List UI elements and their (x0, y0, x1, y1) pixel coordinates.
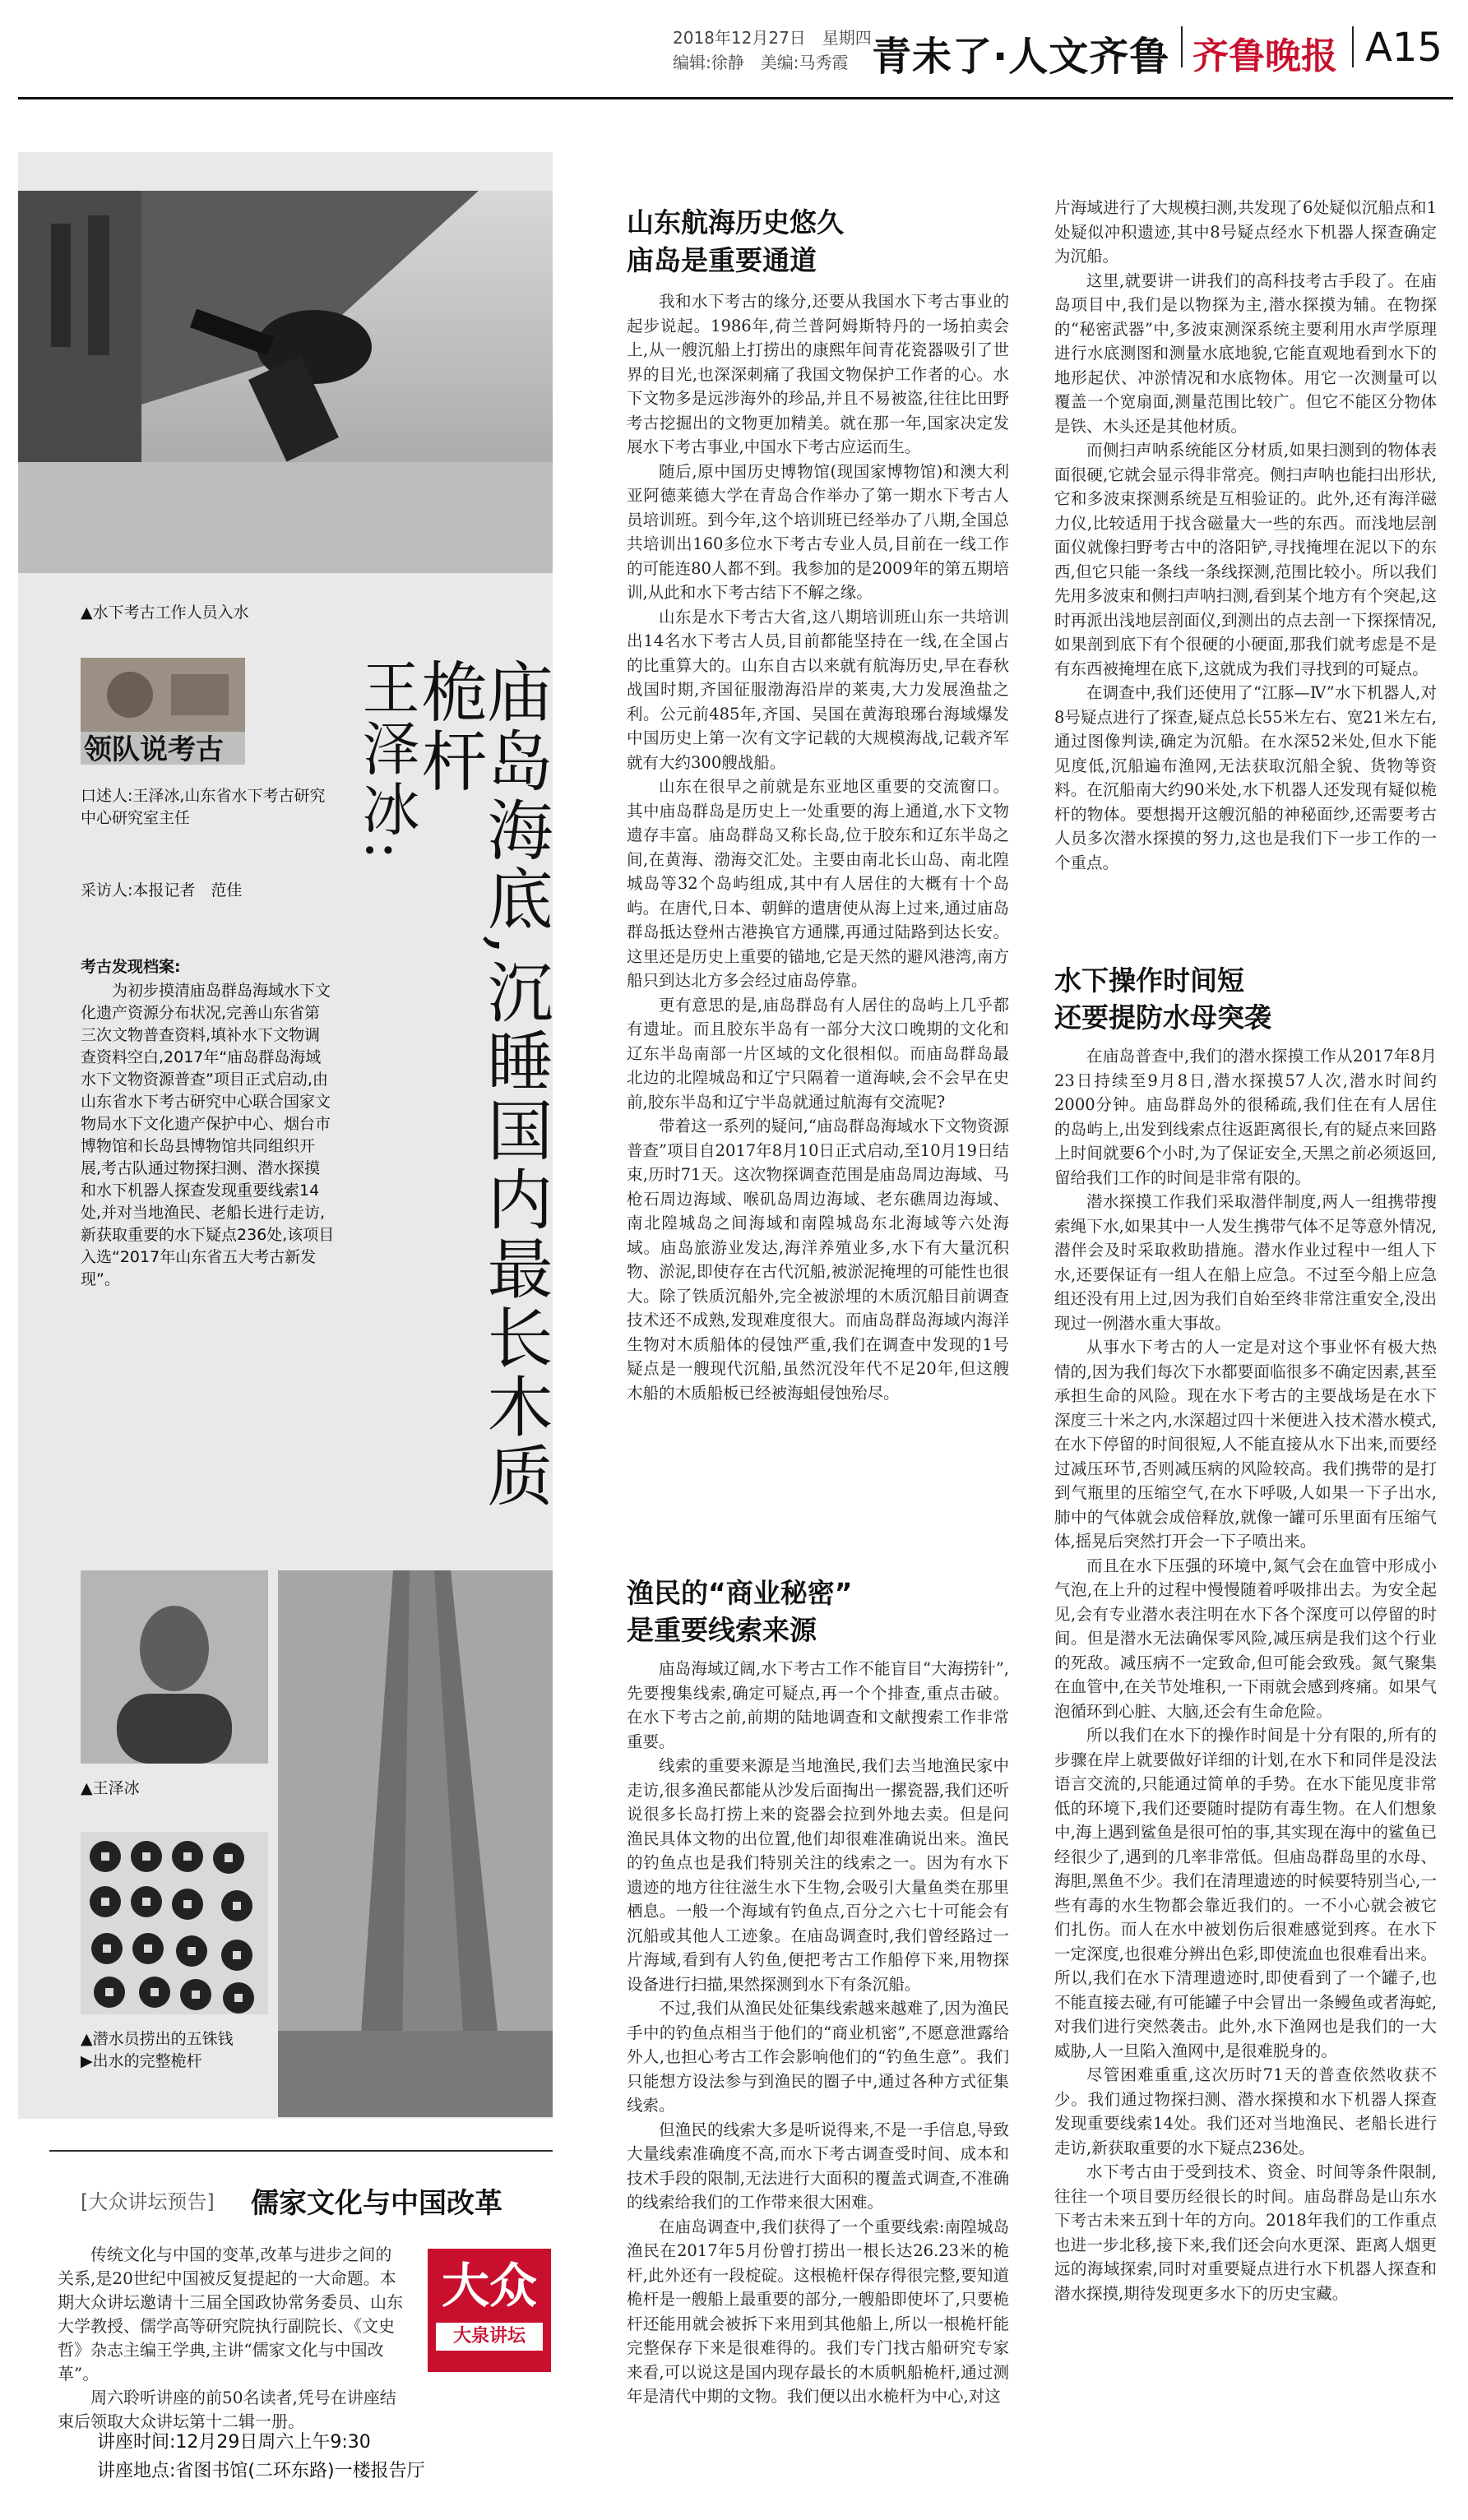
col1-subhead-2b: 是重要线索来源 (627, 1614, 817, 1646)
paragraph: 潜水探摸工作我们采取潜伴制度,两人一组携带搜索绳下水,如果其中一人发生携带气体不足等意外情况,潜伴会及时采取救助措施。潜水作业过程中一组人下水,还要保证有一组人在船上应急。不过至今船上应急组还没有用上过,因为我们自始至终非常注重安全,没出现过一例潜水重大事故。 (1054, 1192, 1437, 1333)
header-divider (1181, 26, 1183, 67)
headline-byline: 王泽冰: (353, 658, 420, 863)
lecture-tag: [大众讲坛预告] (81, 2190, 215, 2213)
column-logo-image (81, 658, 245, 765)
paragraph: 随后,原中国历史博物馆(现国家博物馆)和澳大利亚阿德莱德大学在青岛合作举办了第一期水下考古人员培训班。到今年,这个培训班已经举办了八期,全国总共培训出160多位水下考古专业人员,目前在一线工作的可能连80人都不到。我参加的是2009年的第五期培训,从此和水下考古结下不解之缘。 (627, 461, 1009, 602)
lecture-title: 儒家文化与中国改革 (251, 2187, 502, 2220)
logo-mark: 大众 (441, 2258, 537, 2314)
photo-caption: ▲水下考古工作人员入水 (81, 603, 249, 622)
col1-text-block-2 (627, 1657, 1009, 2409)
newspaper-logo: 齐鲁晚报 (1192, 35, 1337, 77)
col1-text-block-1 (627, 289, 1009, 1405)
paragraph: 周六聆听讲座的前50名读者,凭号在讲座结束后领取大众讲坛第十二辑一册。 (58, 2388, 396, 2431)
archive-body: 为初步摸清庙岛群岛海域水下文化遗产资源分布状况,完善山东省第三次文物普查资料,填补水下文物调查资料空白,2017年“庙岛群岛海域水下文物资源普查”项目正式启动,由山东省水下考古研究中心联合国家文物局水下文化遗产保护中心、烟台市博物馆和长岛县博物馆共同组织开展,考古队通过物探扫测、潜水探摸和水下机器人探查发现重要线索14处,并对当地渔民、老船长进行走访,新获取重要的水下疑点236处,该项目入选“2017年山东省五大考古新发现”。 (81, 982, 335, 1288)
interviewer-info: 采访人:本报记者 范佳 (81, 881, 243, 899)
paragraph: 但渔民的线索大多是听说得来,不是一手信息,导致大量线索准确度不高,而水下考古调查受时间、成本和技术手段的限制,无法进行大面积的覆盖式调查,不准确的线索给我们的工作带来很大困难。 (627, 2120, 1009, 2212)
main-headline: 庙岛海底,沉睡国内最长木质桅杆 (410, 658, 553, 1511)
paragraph: 水下考古由于受到技术、资金、时间等条件限制,往往一个项目要历经很长的时间。庙岛群岛是山东水下考古未来五到十年的方向。2018年我们的工作重点也进一步北移,接下来,我们还会向水更深、距离人烟更远的海域探索,同时对重要疑点进行水下机器人探查和潜水探摸,期待发现更多水下的历史宝藏。 (1054, 2162, 1437, 2303)
paragraph: 不过,我们从渔民处征集线索越来越难了,因为渔民手中的钓鱼点相当于他们的“商业机密”,不愿意泄露给外人,也担心考古工作会影响他们的“钓鱼生意”。我们只能想方设法参与到渔民的圈子中,通过各种方式征集线索。 (627, 1999, 1009, 2115)
col1-subhead-1a: 山东航海历史悠久 (627, 206, 844, 238)
diver-entering-water-photo (18, 191, 553, 573)
paragraph: 而且在水下压强的环境中,氮气会在血管中形成小气泡,在上升的过程中慢慢随着呼吸排出去。为安全起见,会有专业潜水表注明在水下各个深度可以停留的时间。但是潜水无法确保零风险,减压病是我们这个行业的死敌。减压病不一定致命,但可能会致残。氮气聚集在血管中,在关节处堆积,一下雨就会感到疼痛。如果气泡循环到心脏、大脑,还会有生命危险。 (1054, 1556, 1437, 1721)
wang-zebing-portrait (81, 1570, 268, 1764)
wuzhu-coins-photo (81, 1832, 268, 2014)
paragraph: 这里,就要讲一讲我们的高科技考古手段了。在庙岛项目中,我们是以物探为主,潜水探摸为辅。在物探的“秘密武器”中,多波束测深系统主要利用水声学原理进行水底测图和测量水底地貌,它能直观地看到水下的地形起伏、冲淤情况和水底物体。用它一次测量可以覆盖一个宽扇面,测量范围比较广。但它不能区分物体是铁、木头还是其他材质。 (1054, 270, 1437, 436)
logo-caption: 大泉讲坛 (436, 2323, 543, 2351)
col2-text-block-1 (1054, 196, 1437, 875)
narrator-info: 口述人:王泽冰,山东省水下考古研究中心研究室主任 (81, 787, 326, 827)
portrait-caption: ▲王泽冰 (81, 1779, 140, 1797)
paragraph: 从事水下考古的人一定是对这个事业怀有极大热情的,因为我们每次下水都要面临很多不确定因素,甚至承担生命的风险。现在水下考古的主要战场是在水下深度三十米之内,水深超过四十米便进入技术潜水模式,在水下停留的时间很短,人不能直接从水下出来,而要经过减压环节,否则减压病的风险较高。我们携带的是打到气瓶里的压缩空气,在水下呼吸,人如果一下子出水,肺中的气体就会成倍释放,就像一罐可乐里面有压缩气体,摇晃后突然打开会一下子喷出来。 (1054, 1338, 1437, 1551)
header-rule (18, 97, 1453, 99)
paragraph: 所以我们在水下的操作时间是十分有限的,所有的步骤在岸上就要做好详细的计划,在水下和同伴是没法语言交流的,只能通过简单的手势。在水下能见度非常低的环境下,我们还要随时提防有毒生物。在人们想象中,海上遇到鲨鱼是很可怕的事,其实现在海中的鲨鱼已经很少了,遇到的几率非常低。但庙岛群岛里的水母、海胆,黑鱼不少。我们在清理遗迹的时候要特别当心,一些有毒的水生物都会靠近我们的。一不小心就会被它们扎伤。而人在水中被划伤后很难感觉到疼。在水下一定深度,也很难分辨出色彩,即使流血也很难看出来。所以,我们在水下清理遗迹时,即使看到了一个罐子,也不能直接去碰,有可能罐子中会冒出一条鳗鱼或者海蛇,对我们进行突然袭击。此外,水下渔网也是我们的一大威胁,人一旦陷入渔网中,是很难脱身的。 (1054, 1726, 1437, 2060)
col2-subhead-1b: 还要提防水母突袭 (1054, 1001, 1271, 1033)
section-title: 青未了·人文齐鲁 (872, 34, 1170, 80)
editors-line: 编辑:徐静 美编:马秀霞 (673, 53, 849, 72)
paragraph: 山东在很早之前就是东亚地区重要的交流窗口。其中庙岛群岛是历史上一处重要的海上通道,水下文物遗存丰富。庙岛群岛又称长岛,位于胶东和辽东半岛之间,在黄海、渤海交汇处。主要由南北长山岛、南北隍城岛等32个岛屿组成,其中有人居住的大概有十个岛屿。在唐代,日本、朝鲜的遣唐使从海上过来,通过庙岛群岛抵达登州古港换官方通牒,再通过陆路到达长安。这里还是历史上重要的锚地,它是天然的避风港湾,南方船只到达北方多会经过庙岛停靠。 (627, 777, 1009, 990)
paragraph: 尽管困难重重,这次历时71天的普查依然收获不少。我们通过物探扫测、潜水探摸和水下机器人探查发现重要线索14处。我们还对当地渔民、老船长进行走访,新获取重要的水下疑点236处。 (1054, 2065, 1437, 2157)
col2-text-block-2 (1054, 1044, 1437, 2305)
column-logo-text: 领队说考古 (84, 733, 224, 766)
paragraph: 而侧扫声呐系统能区分材质,如果扫测到的物体表面很硬,它就会显示得非常亮。侧扫声呐也能扫出形状,它和多波束探测系统是互相验证的。此外,还有海洋磁力仪,比较适用于找含磁量大一些的东西。而浅地层剖面仪就像扫野考古中的洛阳铲,寻找掩埋在泥以下的东西,但它只能一条线一条线探测,范围比较小。所以我们先用多波束和侧扫声呐扫测,看到某个地方有个突起,这时再派出浅地层剖面仪,到测出的点去剖一下探探情况,如果剖到底下有个很硬的小硬面,那我们就考虑是不是有东西被掩埋在底下,这就成为我们寻找到的可疑点。 (1054, 441, 1437, 678)
dazhong-forum-logo (428, 2249, 551, 2372)
header-divider (1352, 26, 1354, 67)
lecture-rule (49, 2150, 553, 2152)
paragraph: 片海域进行了大规模扫测,共发现了6处疑似沉船点和1处疑似冲积遗迹,其中8号疑点经水下机器人探查确定为沉船。 (1054, 198, 1437, 266)
issue-date: 2018年12月27日 星期四 (673, 28, 872, 48)
paragraph: 在庙岛普查中,我们的潜水探摸工作从2017年8月23日持续至9月8日,潜水探摸57人次,潜水时间约2000分钟。庙岛群岛外的很稀疏,我们住在有人居住的岛屿上,出发到线索点往返距离很长,有的疑点来回路上时间就要6个小时,为了保证安全,天黑之前必须返回,留给我们工作的时间是非常有限的。 (1054, 1047, 1437, 1187)
paragraph: 带着这一系列的疑问,“庙岛群岛海域水下文物资源普查”项目自2017年8月10日正式启动,至10月19日结束,历时71天。这次物探调查范围是庙岛周边海域、马枪石周边海域、喉矶岛周边海域、老东礁周边海域、南北隍城岛之间海域和南隍城岛东北海域等六处海域。庙岛旅游业发达,海洋养殖业多,水下有大量沉积物、淤泥,即使存在古代沉船,被淤泥掩埋的可能性也很大。除了铁质沉船外,完全被淤埋的木质沉船目前调查技术还不成熟,发现难度很大。而庙岛群岛海域内海洋生物对木质船体的侵蚀严重,我们在调查中发现的1号疑点是一艘现代沉船,虽然沉没年代不足20年,但这艘木船的木质船板已经被海蛆侵蚀殆尽。 (627, 1117, 1009, 1403)
archive-title: 考古发现档案: (81, 958, 181, 976)
lecture-body (58, 2243, 403, 2434)
paragraph: 线索的重要来源是当地渔民,我们去当地渔民家中走访,很多渔民都能从沙发后面掏出一摞瓷器,我们还听说很多长岛打捞上来的瓷器会拉到外地去卖。但是问渔民具体文物的出位置,他们却很难准确说出来。渔民的钓鱼点也是我们特别关注的线索之一。因为有水下遗迹的地方往往滋生水下生物,会吸引大量鱼类在那里栖息。一般一个海域有钓鱼点,百分之六七十可能会有沉船或其他人工迹象。在庙岛调查时,我们曾经路过一片海域,看到有人钓鱼,便把考古工作船停下来,用物探设备进行扫描,果然探测到水下有条沉船。 (627, 1756, 1009, 1994)
coins-caption: ▲潜水员捞出的五铢钱 (81, 2030, 234, 2048)
lecture-time: 讲座时间:12月29日周六上午9:30 (97, 2432, 371, 2453)
paragraph: 庙岛海域辽阔,水下考古工作不能盲目“大海捞针”,先要搜集线索,确定可疑点,再一个个排查,重点击破。在水下考古之前,前期的陆地调查和文献搜索工作非常重要。 (627, 1659, 1009, 1751)
paragraph: 我和水下考古的缘分,还要从我国水下考古事业的起步说起。1986年,荷兰普阿姆斯特丹的一场拍卖会上,从一艘沉船上打捞出的康熙年间青花瓷器吸引了世界的目光,也深深刺痛了我国文物保护工作者的心。水下文物多是远涉海外的珍品,并且不易被盗,往往比田野考古挖掘出的文物更加精美。就在那一年,国家决定发展水下考古事业,中国水下考古应运而生。 (627, 292, 1009, 456)
page-number: A15 (1365, 25, 1443, 71)
col1-subhead-1b: 庙岛是重要通道 (627, 244, 817, 276)
paragraph: 更有意思的是,庙岛群岛有人居住的岛屿上几乎都有遗址。而且胶东半岛有一部分大汶口晚期的文化和辽东半岛南部一片区域的文化很相似。而庙岛群岛最北边的北隍城岛和辽宁只隔着一道海峡,会不会早在史前,胶东半岛和辽宁半岛就通过航海有交流呢? (627, 995, 1009, 1112)
paragraph: 传统文化与中国的变革,改革与进步之间的关系,是20世纪中国被反复提起的一大命题。本期大众讲坛邀请十三届全国政协常务委员、山东大学教授、儒学高等研究院执行副院长、《文史哲》杂志主编王学典,主讲“儒家文化与中国改革”。 (58, 2245, 403, 2384)
paragraph: 在庙岛调查中,我们获得了一个重要线索:南隍城岛渔民在2017年5月份曾打捞出一根长达26.23米的桅杆,此外还有一段椗碇。这根桅杆保存得很完整,要知道桅杆是一艘船上最重要的部分,一艘船即使坏了,只要桅杆还能用就会被拆下来用到其他船上,所以一根桅杆能完整保存下来是很难得的。我们专门找古船研究专家来看,可以说这是国内现存最长的木质帆船桅杆,通过测年是清代中期的文物。我们便以出水桅杆为中心,对这 (627, 2217, 1009, 2406)
col1-subhead-2a: 渔民的“商业秘密” (627, 1577, 853, 1609)
paragraph: 山东是水下考古大省,这八期培训班山东一共培训出14名水下考古人员,目前都能坚持在一线,在全国占的比重算大的。山东自古以来就有航海历史,早在春秋战国时期,齐国征服渤海沿岸的莱夷,大力发展渔盐之利。公元前485年,齐国、吴国在黄海琅琊台海域爆发中国历史上第一次有文字记载的大规模海战,记载齐军就有大约300艘战船。 (627, 607, 1009, 772)
col2-subhead-1a: 水下操作时间短 (1054, 964, 1244, 996)
mast-caption: ▶出水的完整桅杆 (81, 2052, 202, 2070)
mast-photo (278, 1570, 553, 2117)
paragraph: 在调查中,我们还使用了“江豚—Ⅳ”水下机器人,对8号疑点进行了探查,疑点总长55米左右、宽21米左右,通过图像判读,确定为沉船。在水深52米处,但水下能见度低,沉船遍布渔网,无法获取沉船全貌、货物等资料。在沉船南大约90米处,水下机器人还发现有疑似桅杆的物体。要想揭开这艘沉船的神秘面纱,还需要考古人员多次潜水探摸的努力,这也是我们下一步工作的一个重点。 (1054, 683, 1437, 872)
lecture-place: 讲座地点:省图书馆(二环东路)一楼报告厅 (97, 2461, 425, 2481)
